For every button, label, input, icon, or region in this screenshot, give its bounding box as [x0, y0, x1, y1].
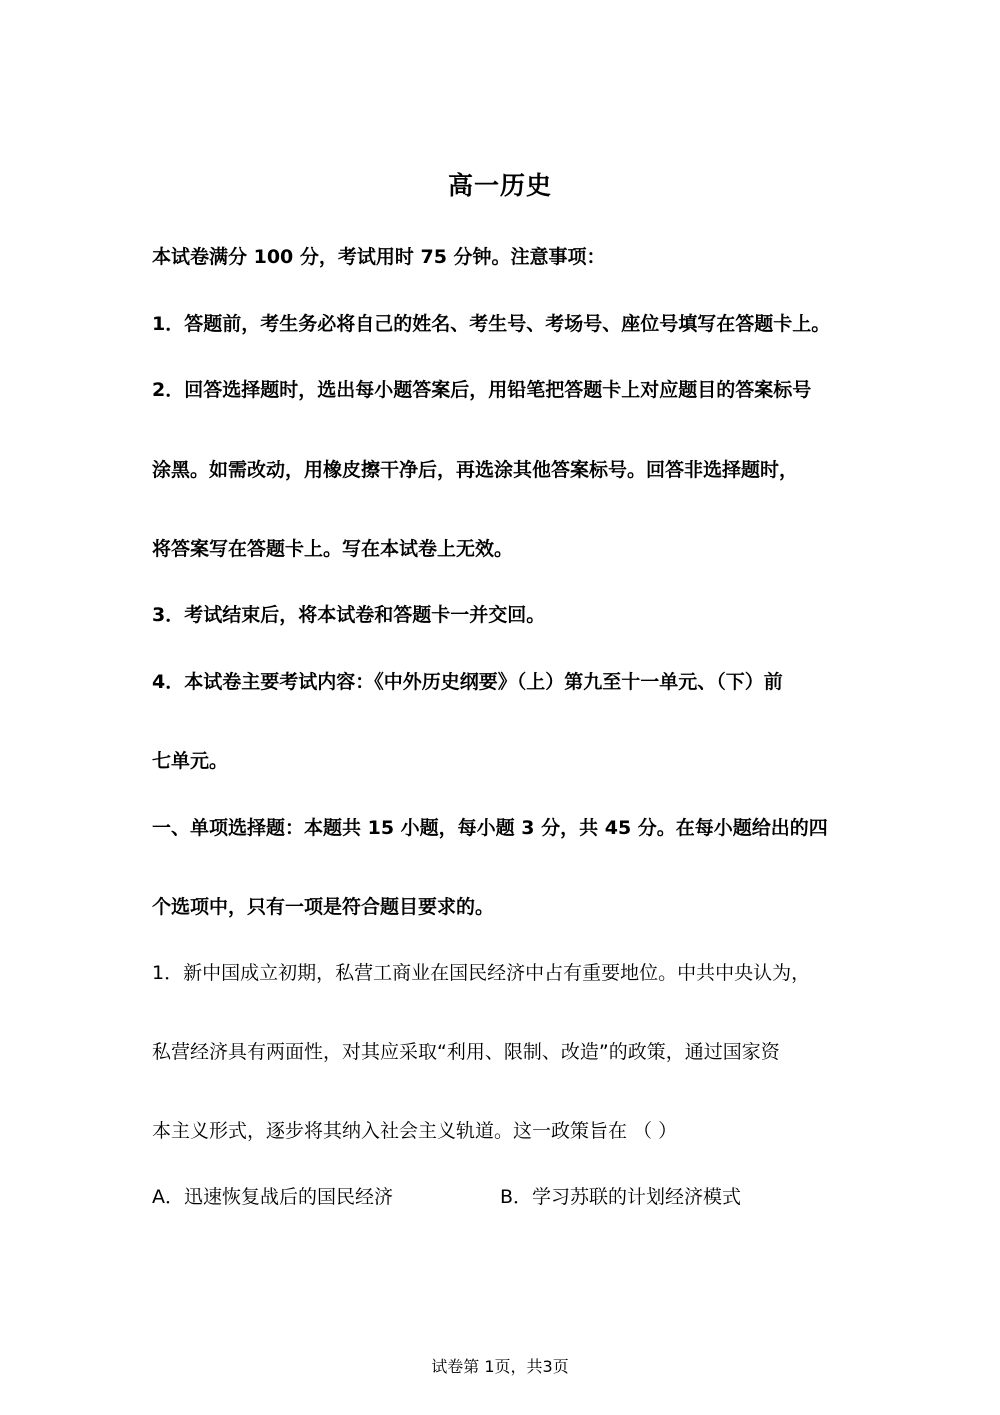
notice-item-1: 1．答题前，考生务必将自己的姓名、考生号、考场号、座位号填写在答题卡上。 — [152, 313, 831, 335]
question-1-option-b: B．学习苏联的计划经济模式 — [500, 1186, 742, 1208]
notice-intro: 本试卷满分 100 分，考试用时 75 分钟。注意事项： — [152, 246, 606, 268]
notice-item-2-line-3: 将答案写在答题卡上。写在本试卷上无效。 — [152, 538, 514, 560]
question-1-line-2: 私营经济具有两面性，对其应采取“利用、限制、改造”的政策，通过国家资 — [152, 1041, 780, 1063]
notice-item-2-line-1: 2．回答选择题时，选出每小题答案后，用铅笔把答题卡上对应题目的答案标号 — [152, 379, 812, 401]
page-title: 高一历史 — [447, 171, 552, 200]
section-heading-line-2: 个选项中，只有一项是符合题目要求的。 — [152, 896, 495, 918]
notice-item-4-line-1: 4．本试卷主要考试内容：《中外历史纲要》（上）第九至十一单元、（下）前 — [152, 671, 783, 693]
notice-item-4-line-2: 七单元。 — [152, 750, 229, 772]
notice-item-2-line-2: 涂黑。如需改动，用橡皮擦干净后，再选涂其他答案标号。回答非选择题时， — [152, 459, 799, 481]
question-1-line-1: 1．新中国成立初期，私营工商业在国民经济中占有重要地位。中共中央认为， — [152, 962, 811, 984]
page-footer: 试卷第 1页，共3页 — [431, 1357, 569, 1376]
notice-item-3: 3．考试结束后，将本试卷和答题卡一并交回。 — [152, 604, 546, 626]
question-1-option-a: A．迅速恢复战后的国民经济 — [152, 1186, 393, 1208]
section-heading-line-1: 一、单项选择题：本题共 15 小题，每小题 3 分，共 45 分。在每小题给出的四 — [152, 817, 828, 839]
question-1-line-3: 本主义形式，逐步将其纳入社会主义轨道。这一政策旨在 （ ） — [152, 1120, 678, 1142]
